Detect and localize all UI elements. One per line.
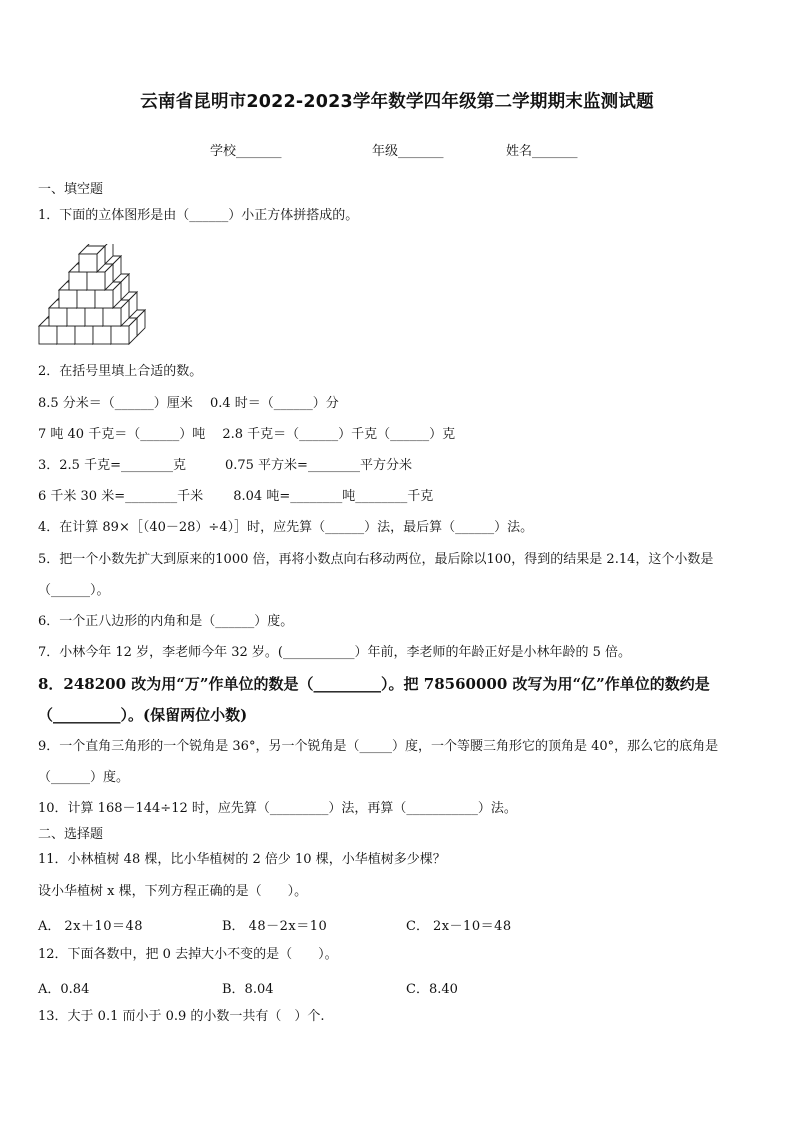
- question-4: 4．在计算 89×［（40－28）÷4）］时，应先算（______）法，最后算（______）法。: [38, 520, 534, 535]
- q11-option-c-text: 2x－10＝48: [432, 919, 512, 934]
- question-8-line-1: 8．248200 改为用“万”作单位的数是（_________）。把 78560000 改写为用“亿”作单位的数约是: [38, 675, 710, 693]
- question-2: 2．在括号里填上合适的数。: [38, 364, 203, 379]
- section-heading-choice: 二、选择题: [38, 827, 104, 842]
- cube-face: [57, 326, 75, 344]
- q12-option-a[interactable]: A．0.84: [38, 982, 90, 997]
- name-field: 姓名_______: [506, 144, 578, 159]
- cube-face: [87, 272, 105, 290]
- cube-face: [85, 308, 103, 326]
- question-7: 7．小林今年 12 岁，李老师今年 32 岁。(___________）年前，李老师的年龄正好是小林年龄的 5 倍。: [38, 645, 631, 660]
- grade-field: 年级_______: [372, 144, 444, 159]
- question-2-part-b: 7 吨 40 千克＝（______）吨 2.8 千克＝（______）千克（______）克: [38, 427, 456, 442]
- q11-option-b[interactable]: [222, 915, 327, 934]
- cube-face: [95, 290, 113, 308]
- page-title: 云南省昆明市2022-2023学年数学四年级第二学期期末监测试题: [140, 92, 654, 112]
- cube-face: [69, 272, 87, 290]
- cube-face: [49, 308, 67, 326]
- question-11: 11．小林植树 48 棵，比小华植树的 2 倍少 10 棵，小华植树多少棵？: [38, 852, 446, 867]
- q12-option-b[interactable]: B．8.04: [222, 982, 274, 997]
- question-5-line-1: 5．把一个小数先扩大到原来的1000 倍，再将小数点向右移动两位，最后除以100，得到的结果是 2.14，这个小数是: [38, 552, 714, 567]
- q11-option-c-label: C．: [406, 919, 429, 934]
- cube-face: [103, 308, 121, 326]
- question-3-line-2: 6 千米 30 米=________千米 8.04 吨=________吨________千克: [38, 489, 434, 504]
- cube-face: [79, 254, 97, 272]
- question-3-line-1: 3．2.5 千克=________克 0.75 平方米=________平方分米: [38, 458, 412, 473]
- question-6: 6．一个正八边形的内角和是（______）度。: [38, 614, 294, 629]
- section-heading-fill-blank: 一、填空题: [38, 182, 104, 197]
- q11-option-b-label: B．: [222, 919, 245, 934]
- cube-face: [75, 326, 93, 344]
- question-12: 12．下面各数中，把 0 去掉大小不变的是（ ）。: [38, 947, 338, 962]
- question-11-prompt: 设小华植树 x 棵，下列方程正确的是（ ）。: [38, 884, 308, 899]
- question-2-part-a: 8.5 分米＝（______）厘米 0.4 时＝（______）分: [38, 396, 339, 411]
- school-field: 学校_______: [210, 144, 282, 159]
- question-10: 10．计算 168－144÷12 时，应先算（_________）法，再算（___________）法。: [38, 801, 517, 816]
- cube-face: [59, 290, 77, 308]
- question-9-line-1: 9．一个直角三角形的一个锐角是 36°，另一个锐角是（_____）度，一个等腰三角形它的顶角是 40°，那么它的底角是: [38, 739, 719, 754]
- cube-stack-figure: [37, 244, 161, 346]
- question-5-line-2: （______）。: [38, 583, 110, 598]
- cube-face: [111, 326, 129, 344]
- q11-option-a-label: A．: [38, 919, 61, 934]
- question-1: 1．下面的立体图形是由（______）小正方体拼搭成的。: [38, 208, 359, 223]
- question-9-line-2: （______）度。: [38, 770, 130, 785]
- cube-face: [93, 326, 111, 344]
- q11-option-b-text: 48－2x＝10: [248, 919, 328, 934]
- question-13: 13．大于 0.1 而小于 0.9 的小数一共有（ ）个.: [38, 1009, 325, 1024]
- q11-option-a-text: 2x＋10＝48: [64, 919, 144, 934]
- q11-option-c[interactable]: [406, 915, 512, 934]
- cube-face: [67, 308, 85, 326]
- question-8-line-2: （_________）。(保留两位小数): [38, 706, 248, 724]
- cube-face: [39, 326, 57, 344]
- cube-face: [77, 290, 95, 308]
- q12-option-c[interactable]: C．8.40: [406, 982, 458, 997]
- q11-option-a[interactable]: [38, 915, 143, 934]
